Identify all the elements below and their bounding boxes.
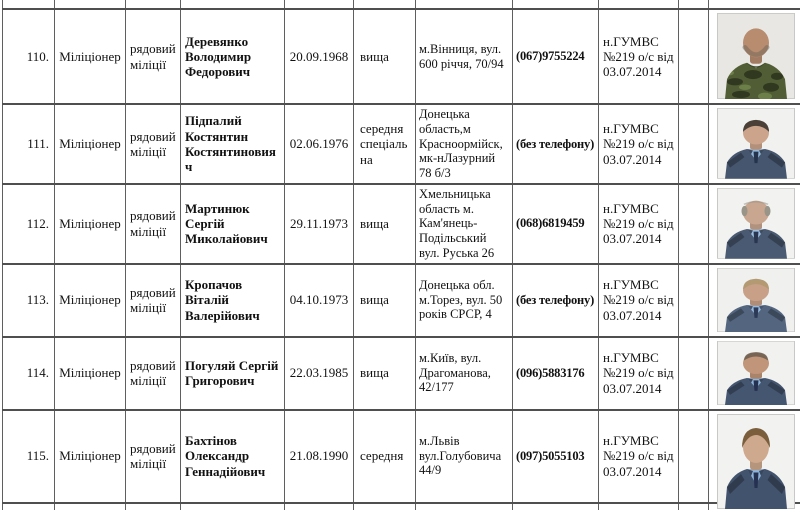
table-edge-cell	[709, 0, 800, 9]
empty-cell	[679, 184, 709, 264]
table-row	[3, 410, 800, 503]
rank-cell: рядовий міліції	[126, 410, 181, 503]
education-cell: вища	[354, 337, 416, 410]
table-edge-cell	[599, 0, 679, 9]
birthdate-cell: 29.11.1973	[285, 184, 354, 264]
portrait-photo	[717, 108, 795, 179]
name-cell: Погуляй Сергій Григорович	[181, 337, 285, 410]
registration-note-cell: н.ГУМВС №219 о/с від 03.07.2014	[599, 9, 679, 104]
address-cell: м.Вінниця, вул. 600 річчя, 70/94	[416, 9, 513, 104]
row-number-cell: 115.	[3, 410, 55, 503]
table-edge-cell	[126, 0, 181, 9]
education-cell: вища	[354, 264, 416, 337]
table-edge-cell	[513, 0, 599, 9]
portrait-photo	[717, 268, 795, 332]
cut-off-row-bottom	[3, 503, 800, 510]
photo-cell	[709, 337, 800, 410]
empty-cell	[679, 264, 709, 337]
name-cell: Деревянко Володимир Федорович	[181, 9, 285, 104]
name-cell: Підпалий Костянтин Костянтиновияч	[181, 104, 285, 184]
photo-cell	[709, 9, 800, 104]
table-row	[3, 264, 800, 337]
birthdate-cell: 20.09.1968	[285, 9, 354, 104]
name-cell: Кропачов Віталій Валерійович	[181, 264, 285, 337]
phone-cell: (096)5883176	[513, 337, 599, 410]
table-edge-cell	[679, 503, 709, 510]
name-cell: Мартинюк Сергій Миколайович	[181, 184, 285, 264]
phone-cell: (без телефону)	[513, 104, 599, 184]
photo-cell	[709, 104, 800, 184]
phone-cell: (без телефону)	[513, 264, 599, 337]
cut-off-row-top	[3, 0, 800, 9]
name-cell: Бахтінов Олександр Геннадійович	[181, 410, 285, 503]
portrait-photo	[717, 188, 795, 259]
portrait-photo	[717, 13, 795, 99]
table-edge-cell	[3, 0, 55, 9]
photo-cell	[709, 184, 800, 264]
rank-cell: рядовий міліції	[126, 337, 181, 410]
registration-note-cell: н.ГУМВС №219 о/с від 03.07.2014	[599, 184, 679, 264]
empty-cell	[679, 104, 709, 184]
table-edge-cell	[285, 503, 354, 510]
row-number-cell: 110.	[3, 9, 55, 104]
table-row	[3, 337, 800, 410]
table-edge-cell	[416, 0, 513, 9]
education-cell: середня спеціальна	[354, 104, 416, 184]
position-cell: Міліціонер	[55, 410, 126, 503]
personnel-table	[2, 0, 800, 510]
table-edge-cell	[354, 503, 416, 510]
birthdate-cell: 22.03.1985	[285, 337, 354, 410]
empty-cell	[679, 337, 709, 410]
education-cell: середня	[354, 410, 416, 503]
position-cell: Міліціонер	[55, 9, 126, 104]
table-edge-cell	[126, 503, 181, 510]
portrait-photo	[717, 341, 795, 405]
position-cell: Міліціонер	[55, 184, 126, 264]
birthdate-cell: 04.10.1973	[285, 264, 354, 337]
position-cell: Міліціонер	[55, 104, 126, 184]
address-cell: Донецька обл. м.Торез, вул. 50 років СРСР, 4	[416, 264, 513, 337]
portrait-photo	[717, 414, 795, 509]
phone-cell: (097)5055103	[513, 410, 599, 503]
registration-note-cell: н.ГУМВС №219 о/с від 03.07.2014	[599, 264, 679, 337]
table-edge-cell	[3, 503, 55, 510]
birthdate-cell: 02.06.1976	[285, 104, 354, 184]
table-edge-cell	[513, 503, 599, 510]
phone-cell: (067)9755224	[513, 9, 599, 104]
education-cell: вища	[354, 9, 416, 104]
table-row	[3, 184, 800, 264]
empty-cell	[679, 410, 709, 503]
address-cell: м.Київ, вул. Драгоманова, 42/177	[416, 337, 513, 410]
rank-cell: рядовий міліції	[126, 104, 181, 184]
rank-cell: рядовий міліції	[126, 9, 181, 104]
table-edge-cell	[55, 0, 126, 9]
table-edge-cell	[679, 0, 709, 9]
row-number-cell: 113.	[3, 264, 55, 337]
phone-cell: (068)6819459	[513, 184, 599, 264]
table-edge-cell	[181, 503, 285, 510]
registration-note-cell: н.ГУМВС №219 о/с від 03.07.2014	[599, 410, 679, 503]
row-number-cell: 112.	[3, 184, 55, 264]
table-row	[3, 104, 800, 184]
table-edge-cell	[181, 0, 285, 9]
address-cell: м.Львів вул.Голубовича 44/9	[416, 410, 513, 503]
registration-note-cell: н.ГУМВС №219 о/с від 03.07.2014	[599, 337, 679, 410]
education-cell: вища	[354, 184, 416, 264]
table-edge-cell	[285, 0, 354, 9]
table-edge-cell	[354, 0, 416, 9]
table-edge-cell	[599, 503, 679, 510]
table-edge-cell	[416, 503, 513, 510]
row-number-cell: 111.	[3, 104, 55, 184]
birthdate-cell: 21.08.1990	[285, 410, 354, 503]
position-cell: Міліціонер	[55, 337, 126, 410]
registration-note-cell: н.ГУМВС №219 о/с від 03.07.2014	[599, 104, 679, 184]
rank-cell: рядовий міліції	[126, 264, 181, 337]
table-row	[3, 9, 800, 104]
position-cell: Міліціонер	[55, 264, 126, 337]
photo-cell	[709, 264, 800, 337]
address-cell: Донецька область,м Красноормійск,мк-нЛазурний 78 б/3	[416, 104, 513, 184]
address-cell: Хмельницька область м. Кам'янець-Подільський вул. Руська 26	[416, 184, 513, 264]
table-edge-cell	[55, 503, 126, 510]
table-body	[3, 0, 800, 510]
photo-cell	[709, 410, 800, 503]
empty-cell	[679, 9, 709, 104]
rank-cell: рядовий міліції	[126, 184, 181, 264]
row-number-cell: 114.	[3, 337, 55, 410]
